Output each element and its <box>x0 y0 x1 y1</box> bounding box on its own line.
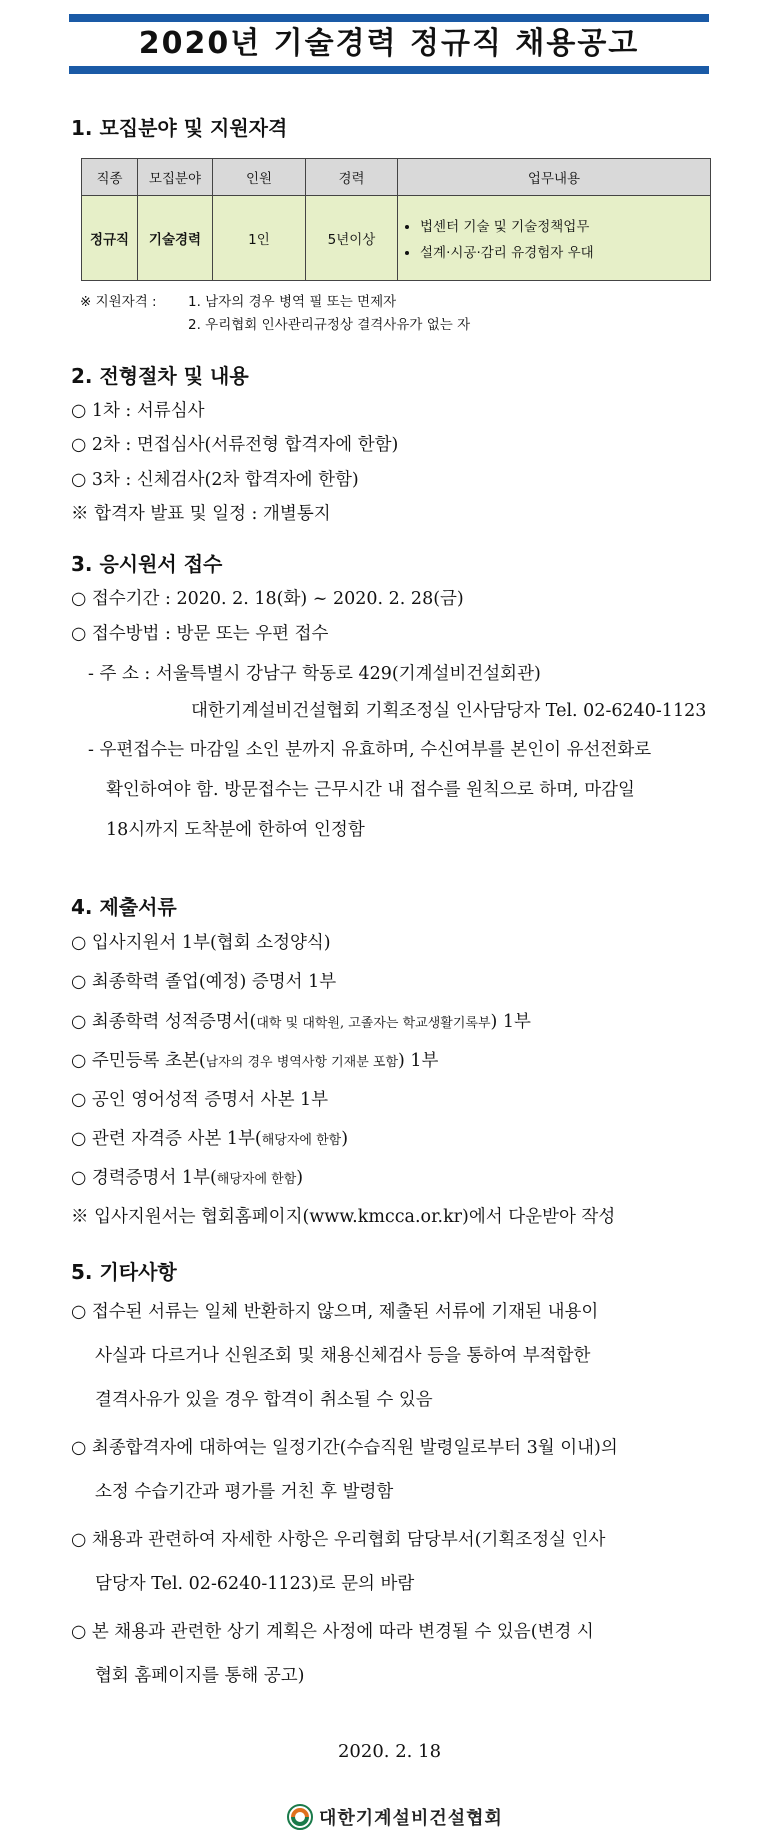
document-item-tail: ) 1부 <box>398 1051 439 1071</box>
title-banner <box>69 14 709 74</box>
association-name: 대한기계설비건설협회 <box>319 1808 503 1829</box>
other-line: ○ 본 채용과 관련한 상기 계획은 사정에 따라 변경될 수 있음(변경 시 <box>71 1622 594 1642</box>
page-title: 2020년 기술경력 정규직 채용공고 <box>138 26 640 61</box>
document-item-tail: ) <box>341 1129 349 1149</box>
document-item <box>71 968 336 993</box>
application-method: ○ 접수방법 : 방문 또는 우편 접수 <box>71 624 329 644</box>
postal-line-3: 18시까지 도착분에 한하여 인정함 <box>106 820 365 840</box>
postal-line-2: 확인하여야 함. 방문접수는 근무시간 내 접수를 원칙으로 하며, 마감일 <box>106 780 635 800</box>
cell-career: 5년이상 <box>306 196 398 281</box>
recruit-table <box>81 158 711 281</box>
other-line: ○ 채용과 관련하여 자세한 사항은 우리협회 담당부서(기획조정실 인사 <box>71 1530 606 1550</box>
document-item-text: ○ 주민등록 초본( <box>71 1051 206 1071</box>
document-item <box>71 1008 531 1033</box>
document-item-text: ○ 관련 자격증 사본 1부( <box>71 1129 262 1149</box>
section3-heading: 3. 응시원서 접수 <box>71 552 223 576</box>
header-field: 모집분야 <box>138 159 213 196</box>
cell-duties <box>398 196 711 281</box>
other-line: 협회 홈페이지를 통해 공고) <box>95 1666 305 1686</box>
other-line: ○ 접수된 서류는 일체 반환하지 않으며, 제출된 서류에 기재된 내용이 <box>71 1302 599 1322</box>
other-line: 담당자 Tel. 02-6240-1123)로 문의 바람 <box>95 1574 415 1594</box>
document-item-tail: ) <box>296 1168 304 1188</box>
qualification-note-label: ※ 지원자격 : <box>80 294 157 310</box>
document-item-detail: 남자의 경우 병역사항 기재분 포함 <box>205 1055 398 1070</box>
application-period: ○ 접수기간 : 2020. 2. 18(화) ~ 2020. 2. 28(금) <box>71 589 464 609</box>
document-item <box>71 1086 328 1111</box>
address-line-2: 대한기계설비건설협회 기획조정실 인사담당자 Tel. 02-6240-1123 <box>191 701 707 721</box>
cell-count: 1인 <box>213 196 306 281</box>
notice-date: 2020. 2. 18 <box>337 1741 442 1762</box>
procedure-item-1: ○ 1차 : 서류심사 <box>71 401 205 421</box>
document-item-text: ※ 입사지원서는 협회홈페이지(www.kmcca.or.kr)에서 다운받아 작성 <box>71 1207 616 1227</box>
section5-heading: 5. 기타사항 <box>71 1260 177 1284</box>
document-item-text: ○ 최종학력 졸업(예정) 증명서 1부 <box>71 972 337 992</box>
procedure-item-2: ○ 2차 : 면접심사(서류전형 합격자에 한함) <box>71 435 399 455</box>
document-item <box>71 1203 615 1228</box>
address-line-1: - 주 소 : 서울특별시 강남구 학동로 429(기계설비건설회관) <box>88 664 541 684</box>
document-item-tail: ) 1부 <box>490 1012 531 1032</box>
header-type: 직종 <box>82 159 138 196</box>
document-item-text: ○ 공인 영어성적 증명서 사본 1부 <box>71 1090 329 1110</box>
document-item <box>71 1125 348 1150</box>
document-item-detail: 해당자에 한함 <box>216 1172 297 1187</box>
procedure-item-3: ○ 3차 : 신체검사(2차 합격자에 한함) <box>71 470 359 490</box>
document-item-detail: 대학 및 대학원, 고졸자는 학교생활기록부 <box>256 1016 491 1031</box>
cell-field: 기술경력 <box>138 196 213 281</box>
document-item-text: ○ 경력증명서 1부( <box>71 1168 217 1188</box>
header-career: 경력 <box>306 159 398 196</box>
section2-heading: 2. 전형절차 및 내용 <box>71 364 249 388</box>
duty-item: • 설계·시공·감리 유경험자 우대 <box>420 241 709 261</box>
document-item <box>71 929 331 954</box>
postal-line-1: - 우편접수는 마감일 소인 분까지 유효하며, 수신여부를 본인이 유선전화로 <box>88 740 652 760</box>
duty-list <box>404 215 709 261</box>
table-header-row <box>82 159 711 196</box>
other-line: ○ 최종합격자에 대하여는 일정기간(수습직원 발령일로부터 3월 이내)의 <box>71 1438 618 1458</box>
header-count: 인원 <box>213 159 306 196</box>
title-bar-top <box>69 14 709 22</box>
header-duties: 업무내용 <box>398 159 711 196</box>
document-item-detail: 해당자에 한함 <box>261 1133 342 1148</box>
cell-type: 정규직 <box>82 196 138 281</box>
other-line: 소정 수습기간과 평가를 거친 후 발령함 <box>95 1482 394 1502</box>
other-line: 결격사유가 있을 경우 합격이 취소될 수 있음 <box>95 1390 433 1410</box>
section1-heading: 1. 모집분야 및 지원자격 <box>71 116 288 140</box>
section4-heading: 4. 제출서류 <box>71 895 177 919</box>
document-item-text: ○ 최종학력 성적증명서( <box>71 1012 257 1032</box>
title-bar-bottom <box>69 66 709 74</box>
procedure-item-4: ※ 합격자 발표 및 일정 : 개별통지 <box>71 504 331 524</box>
association-logo <box>287 1802 503 1832</box>
qualification-note-2: 2. 우리협회 인사관리규정상 결격사유가 없는 자 <box>188 317 471 333</box>
other-line: 사실과 다르거나 신원조회 및 채용신체검사 등을 통하여 부적합한 <box>95 1346 591 1366</box>
qualification-note-1: 1. 남자의 경우 병역 필 또는 면제자 <box>188 294 397 310</box>
document-item <box>71 1164 303 1189</box>
document-item-text: ○ 입사지원서 1부(협회 소정양식) <box>71 933 331 953</box>
table-row <box>82 196 711 281</box>
association-logo-icon <box>287 1804 313 1830</box>
document-item <box>71 1047 438 1072</box>
duty-item: • 법센터 기술 및 기술정책업무 <box>420 215 709 235</box>
